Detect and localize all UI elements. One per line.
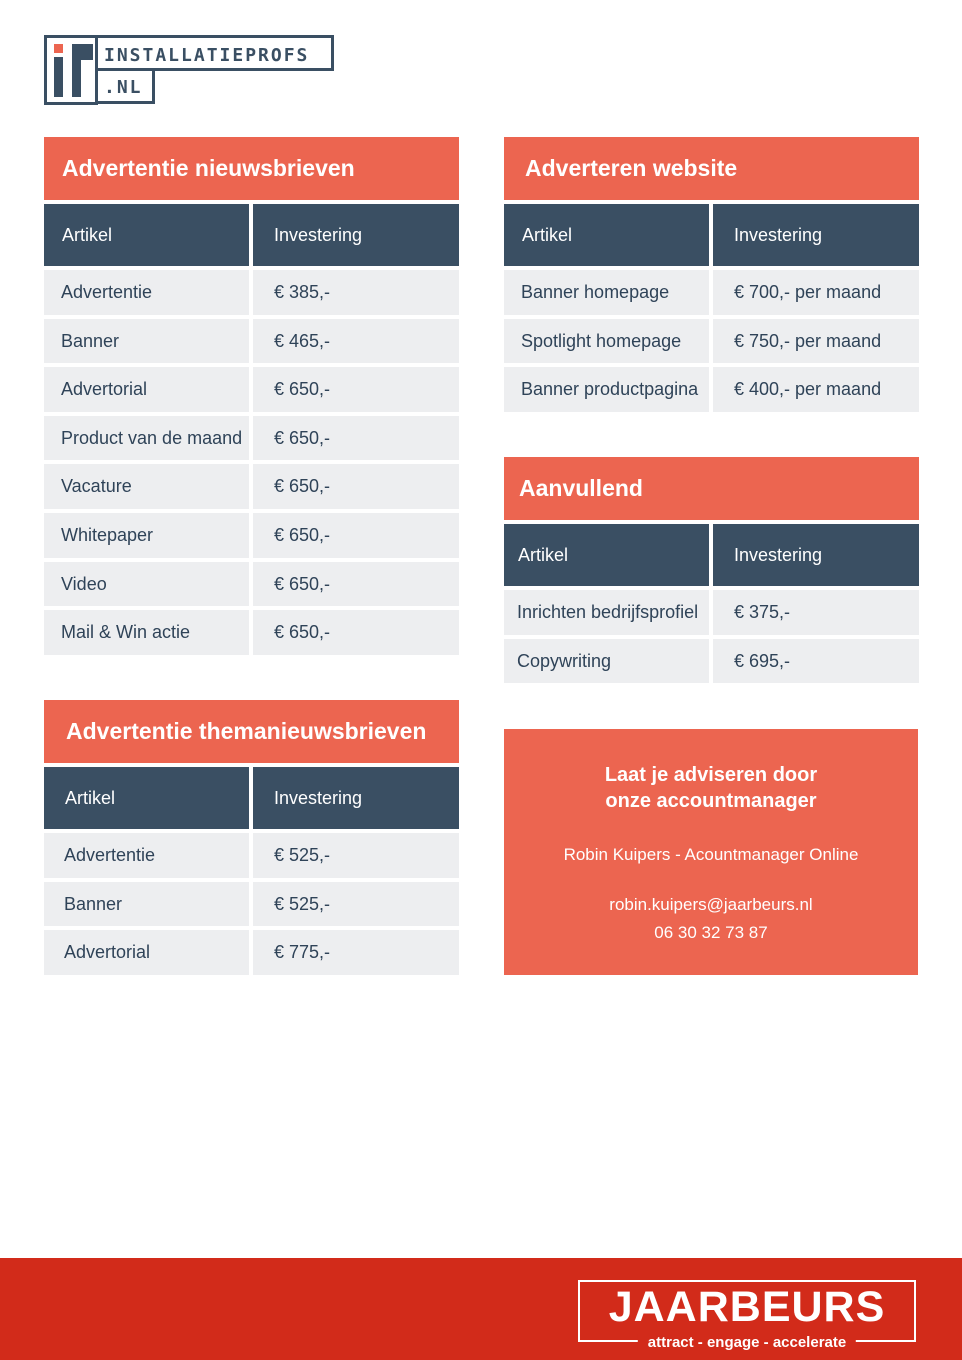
table-header — [504, 524, 919, 586]
price-cell: € 400,- per maand — [713, 367, 919, 412]
panel-themanieuwsbrieven — [44, 700, 459, 975]
table-row — [504, 367, 919, 412]
panel-title: Aanvullend — [504, 457, 919, 520]
item-cell: Whitepaper — [44, 513, 249, 558]
table-row — [44, 562, 459, 607]
price-table — [44, 767, 459, 975]
price-cell: € 650,- — [253, 367, 459, 412]
item-cell: Banner — [44, 319, 249, 364]
price-cell: € 465,- — [253, 319, 459, 364]
column-header-artikel: Artikel — [504, 204, 709, 266]
contact-box — [504, 729, 918, 975]
footer-bar — [0, 1258, 962, 1360]
item-cell: Banner — [44, 882, 249, 927]
table-header — [504, 204, 919, 266]
price-cell: € 650,- — [253, 562, 459, 607]
item-cell: Advertorial — [44, 367, 249, 412]
price-cell: € 750,- per maand — [713, 319, 919, 364]
panel-title: Advertentie nieuwsbrieven — [44, 137, 459, 200]
table-row — [504, 319, 919, 364]
price-cell: € 650,- — [253, 610, 459, 655]
contact-email-link[interactable]: robin.kuipers@jaarbeurs.nl — [609, 895, 813, 914]
item-cell: Advertentie — [44, 270, 249, 315]
column-header-artikel: Artikel — [44, 204, 249, 266]
price-cell: € 525,- — [253, 882, 459, 927]
table-row — [504, 639, 919, 684]
column-header-investering: Investering — [713, 524, 919, 586]
price-cell: € 650,- — [253, 513, 459, 558]
logo-text-line2: .NL — [104, 77, 143, 98]
panel-title: Advertentie themanieuwsbrieven — [44, 700, 459, 763]
price-table — [44, 204, 459, 655]
item-cell: Advertentie — [44, 833, 249, 878]
contact-phone[interactable]: 06 30 32 73 87 — [654, 923, 768, 942]
table-row — [44, 930, 459, 975]
table-row — [44, 833, 459, 878]
panel-nieuwsbrieven — [44, 137, 459, 655]
item-cell: Vacature — [44, 464, 249, 509]
table-row — [44, 513, 459, 558]
item-cell: Advertorial — [44, 930, 249, 975]
price-cell: € 775,- — [253, 930, 459, 975]
contact-heading-line2: onze accountmanager — [605, 790, 817, 812]
price-table — [504, 204, 919, 412]
price-cell: € 650,- — [253, 416, 459, 461]
column-header-artikel: Artikel — [44, 767, 249, 829]
column-header-investering: Investering — [713, 204, 919, 266]
contact-heading — [504, 762, 918, 814]
table-row — [44, 610, 459, 655]
jaarbeurs-logo — [578, 1280, 916, 1351]
contact-heading-line1: Laat je adviseren door — [604, 764, 818, 786]
panel-title: Adverteren website — [504, 137, 919, 200]
price-cell: € 525,- — [253, 833, 459, 878]
item-cell: Video — [44, 562, 249, 607]
table-row — [504, 270, 919, 315]
price-cell: € 695,- — [713, 639, 919, 684]
column-header-investering: Investering — [253, 204, 459, 266]
table-header — [44, 204, 459, 266]
table-row — [44, 416, 459, 461]
item-cell: Mail & Win actie — [44, 610, 249, 655]
logo-text-line1: INSTALLATIEPROFS — [104, 45, 310, 66]
item-cell: Copywriting — [504, 639, 709, 684]
column-header-investering: Investering — [253, 767, 459, 829]
table-row — [504, 590, 919, 635]
item-cell: Inrichten bedrijfsprofiel — [504, 590, 709, 635]
contact-name: Robin Kuipers - Acountmanager Online — [563, 845, 859, 864]
price-cell: € 650,- — [253, 464, 459, 509]
installatieprofs-logo-mark — [44, 35, 334, 105]
column-header-artikel: Artikel — [504, 524, 709, 586]
item-cell: Banner homepage — [504, 270, 709, 315]
table-row — [44, 464, 459, 509]
jaarbeurs-wordmark: JAARBEURS — [608, 1283, 886, 1331]
item-cell: Product van de maand — [44, 416, 249, 461]
table-header — [44, 767, 459, 829]
jaarbeurs-tagline: attract - engage - accelerate — [638, 1334, 856, 1351]
panel-website — [504, 137, 919, 412]
table-row — [44, 882, 459, 927]
price-cell: € 385,- — [253, 270, 459, 315]
panel-aanvullend — [504, 457, 919, 683]
price-cell: € 375,- — [713, 590, 919, 635]
item-cell: Banner productpagina — [504, 367, 709, 412]
table-row — [44, 367, 459, 412]
table-row — [44, 319, 459, 364]
installatieprofs-logo — [44, 35, 334, 105]
table-row — [44, 270, 459, 315]
item-cell: Spotlight homepage — [504, 319, 709, 364]
price-table — [504, 524, 919, 683]
price-cell: € 700,- per maand — [713, 270, 919, 315]
